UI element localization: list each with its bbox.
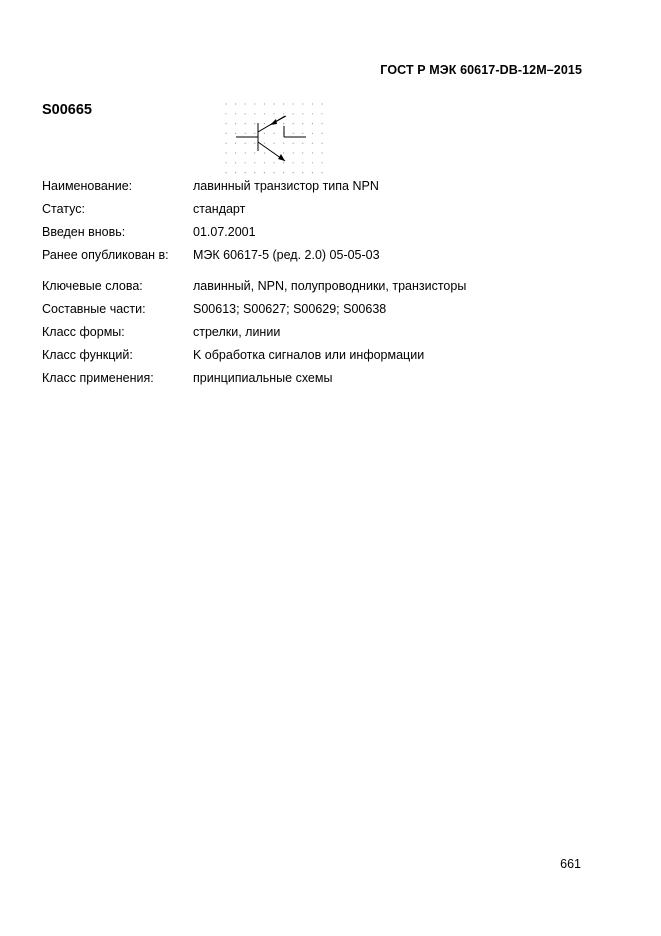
grid-dot — [321, 152, 322, 153]
property-label: Ранее опубликован в: — [42, 248, 169, 262]
property-value: лавинный транзистор типа NPN — [193, 179, 379, 193]
grid-dot — [312, 133, 313, 134]
grid-dot — [302, 172, 303, 173]
grid-dot — [245, 113, 246, 114]
grid-dot — [225, 152, 226, 153]
grid-dot — [302, 152, 303, 153]
grid-dot — [235, 172, 236, 173]
property-value: K обработка сигналов или информации — [193, 348, 425, 362]
document-header: ГОСТ Р МЭК 60617-DB-12M–2015 — [380, 63, 582, 77]
property-label: Наименование: — [42, 179, 133, 193]
arrowheads — [270, 119, 285, 161]
grid-dot — [264, 123, 265, 124]
property-row — [42, 247, 466, 270]
property-row — [42, 324, 466, 347]
grid-dot — [321, 123, 322, 124]
emitter-arrowhead — [278, 154, 285, 161]
property-label: Составные части: — [42, 302, 146, 316]
property-label: Класс функций: — [42, 348, 133, 362]
grid-dot — [245, 152, 246, 153]
property-value: 01.07.2001 — [193, 225, 256, 239]
grid-dot — [264, 162, 265, 163]
grid-dot — [321, 113, 322, 114]
grid-dot — [254, 152, 255, 153]
grid-dot — [293, 152, 294, 153]
grid-dot — [283, 152, 284, 153]
grid-dot — [235, 113, 236, 114]
grid-dot — [293, 133, 294, 134]
property-value: принципиальные схемы — [193, 371, 333, 385]
property-label: Класс применения: — [42, 371, 154, 385]
property-value: S00613; S00627; S00629; S00638 — [193, 302, 387, 316]
grid-dot — [302, 162, 303, 163]
grid-dot — [273, 143, 274, 144]
grid-dot — [293, 123, 294, 124]
grid-dot — [293, 143, 294, 144]
grid-dot — [293, 172, 294, 173]
grid-dot — [264, 103, 265, 104]
grid-dot — [264, 172, 265, 173]
grid-dot — [321, 172, 322, 173]
grid-dot — [312, 123, 313, 124]
grid-dot — [264, 152, 265, 153]
grid-dot — [283, 162, 284, 163]
grid-dot — [245, 143, 246, 144]
grid-dot — [302, 133, 303, 134]
property-value: стрелки, линии — [193, 325, 281, 339]
grid-dot — [225, 162, 226, 163]
transistor-lines — [236, 116, 306, 161]
grid-dot — [283, 103, 284, 104]
grid-dot — [321, 162, 322, 163]
grid-dot — [225, 113, 226, 114]
property-value: лавинный, NPN, полупроводники, транзисторы — [193, 279, 467, 293]
property-row — [42, 201, 466, 224]
property-row — [42, 178, 466, 201]
grid-dot — [245, 162, 246, 163]
properties-table — [42, 178, 466, 393]
symbol-code: S00665 — [42, 102, 92, 118]
property-row — [42, 278, 466, 301]
grid-dot — [254, 103, 255, 104]
grid-dot — [312, 143, 313, 144]
grid-dot — [283, 143, 284, 144]
avalanche-arrowhead — [270, 119, 277, 125]
grid-dot — [225, 133, 226, 134]
grid-dot — [302, 103, 303, 104]
grid-dot — [312, 113, 313, 114]
symbol-grid-dots — [225, 103, 322, 173]
grid-dot — [273, 162, 274, 163]
grid-dot — [302, 143, 303, 144]
grid-dot — [225, 172, 226, 173]
grid-dot — [254, 133, 255, 134]
grid-dot — [293, 162, 294, 163]
grid-dot — [225, 103, 226, 104]
property-label: Введен вновь: — [42, 225, 126, 239]
grid-dot — [235, 152, 236, 153]
grid-dot — [321, 103, 322, 104]
grid-dot — [312, 152, 313, 153]
grid-dot — [254, 162, 255, 163]
property-value: стандарт — [193, 202, 246, 216]
property-row — [42, 301, 466, 324]
property-row — [42, 224, 466, 247]
grid-dot — [254, 113, 255, 114]
grid-dot — [293, 103, 294, 104]
grid-dot — [264, 113, 265, 114]
grid-dot — [273, 172, 274, 173]
grid-dot — [235, 162, 236, 163]
grid-dot — [245, 133, 246, 134]
grid-dot — [293, 113, 294, 114]
grid-dot — [273, 113, 274, 114]
grid-dot — [245, 172, 246, 173]
grid-dot — [235, 123, 236, 124]
grid-dot — [283, 113, 284, 114]
grid-dot — [225, 123, 226, 124]
avalanche-npn-transistor-icon — [222, 101, 326, 177]
grid-dot — [264, 133, 265, 134]
grid-dot — [302, 113, 303, 114]
grid-dot — [264, 143, 265, 144]
grid-dot — [321, 133, 322, 134]
grid-dot — [235, 133, 236, 134]
property-label: Ключевые слова: — [42, 279, 143, 293]
grid-dot — [312, 162, 313, 163]
property-value: МЭК 60617-5 (ред. 2.0) 05-05-03 — [193, 248, 380, 262]
grid-dot — [245, 103, 246, 104]
grid-dot — [235, 143, 236, 144]
property-row — [42, 370, 466, 393]
grid-dot — [302, 123, 303, 124]
grid-dot — [312, 172, 313, 173]
property-label: Статус: — [42, 202, 85, 216]
grid-dot — [283, 123, 284, 124]
grid-dot — [321, 143, 322, 144]
grid-dot — [245, 123, 246, 124]
property-row — [42, 347, 466, 370]
grid-dot — [225, 143, 226, 144]
grid-dot — [283, 172, 284, 173]
page-number: 661 — [560, 857, 581, 871]
property-label: Класс формы: — [42, 325, 125, 339]
grid-dot — [254, 123, 255, 124]
grid-dot — [312, 103, 313, 104]
grid-dot — [273, 103, 274, 104]
grid-dot — [273, 133, 274, 134]
grid-dot — [235, 103, 236, 104]
grid-dot — [254, 172, 255, 173]
grid-dot — [254, 143, 255, 144]
